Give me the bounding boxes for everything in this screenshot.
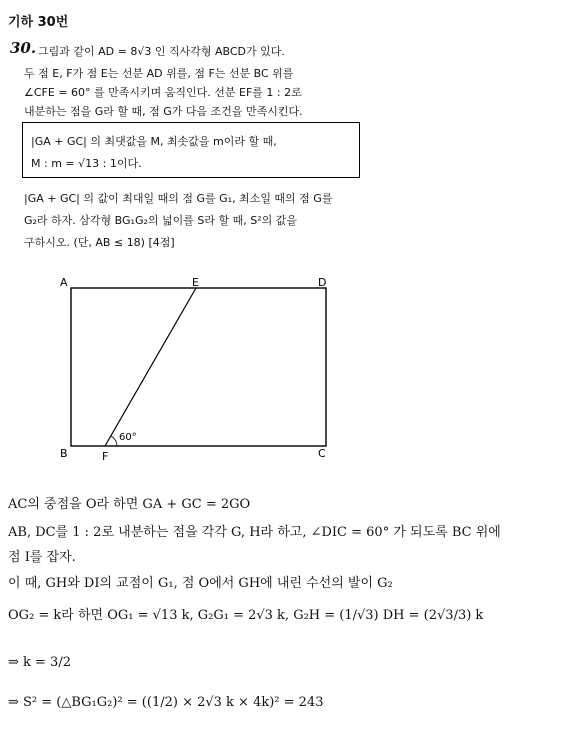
label-c: C <box>318 447 326 460</box>
label-a: A <box>60 276 68 289</box>
label-b: B <box>60 447 68 460</box>
page-title: 기하 30번 <box>8 15 69 30</box>
condition-box <box>22 122 360 178</box>
solution-line: OG₂ = k라 하면 OG₁ = √13 k, G₂G₁ = 2√3 k, G₂H = (1/√3) DH = (2√3/3) k <box>8 608 484 623</box>
question-line: 구하시오. (단, AB ≤ 18) [4점] <box>24 236 175 249</box>
label-d: D <box>318 276 327 289</box>
problem-number: 30. <box>10 39 37 57</box>
problem-line: 그림과 같이 AD = 8√3 인 직사각형 ABCD가 있다. <box>38 45 285 58</box>
question-line: G₂라 하자. 삼각형 BG₁G₂의 넓이를 S라 할 때, S²의 값을 <box>24 214 298 227</box>
problem-line: 두 점 E, F가 점 E는 선분 AD 위를, 점 F는 선분 BC 위를 <box>24 67 294 80</box>
solution-line: 이 때, GH와 DI의 교점이 G₁, 점 O에서 GH에 내린 수선의 발이 G₂ <box>8 576 393 591</box>
condition-line: |GA + GC| 의 최댓값을 M, 최솟값을 m이라 할 때, <box>31 135 277 148</box>
solution-line: AC의 중점을 O라 하면 GA + GC = 2GO <box>8 497 251 512</box>
angle-label: 60° <box>119 432 137 443</box>
rectangle-figure <box>50 270 350 470</box>
solution-line: AB, DC를 1 : 2로 내분하는 점을 각각 G, H라 하고, ∠DIC = 60° 가 되도록 BC 위에 <box>8 525 501 540</box>
segment-ef <box>105 288 196 446</box>
solution-line: ⇒ k = 3/2 <box>8 655 71 670</box>
problem-line: 내분하는 점을 G라 할 때, 점 G가 다음 조건을 만족시킨다. <box>24 105 303 118</box>
problem-line: ∠CFE = 60° 를 만족시키며 움직인다. 선분 EF를 1 : 2로 <box>24 86 302 99</box>
solution-line: ⇒ S² = (△BG₁G₂)² = ((1/2) × 2√3 k × 4k)² = 243 <box>8 695 324 710</box>
rectangle-abcd <box>71 288 326 446</box>
condition-line: M : m = √13 : 1이다. <box>31 157 142 170</box>
angle-arc <box>111 436 117 446</box>
label-e: E <box>192 276 199 289</box>
label-f: F <box>102 450 109 463</box>
question-line: |GA + GC| 의 값이 최대일 때의 점 G를 G₁, 최소일 때의 점 G를 <box>24 192 333 205</box>
solution-line: 점 I를 잡자. <box>8 550 76 565</box>
